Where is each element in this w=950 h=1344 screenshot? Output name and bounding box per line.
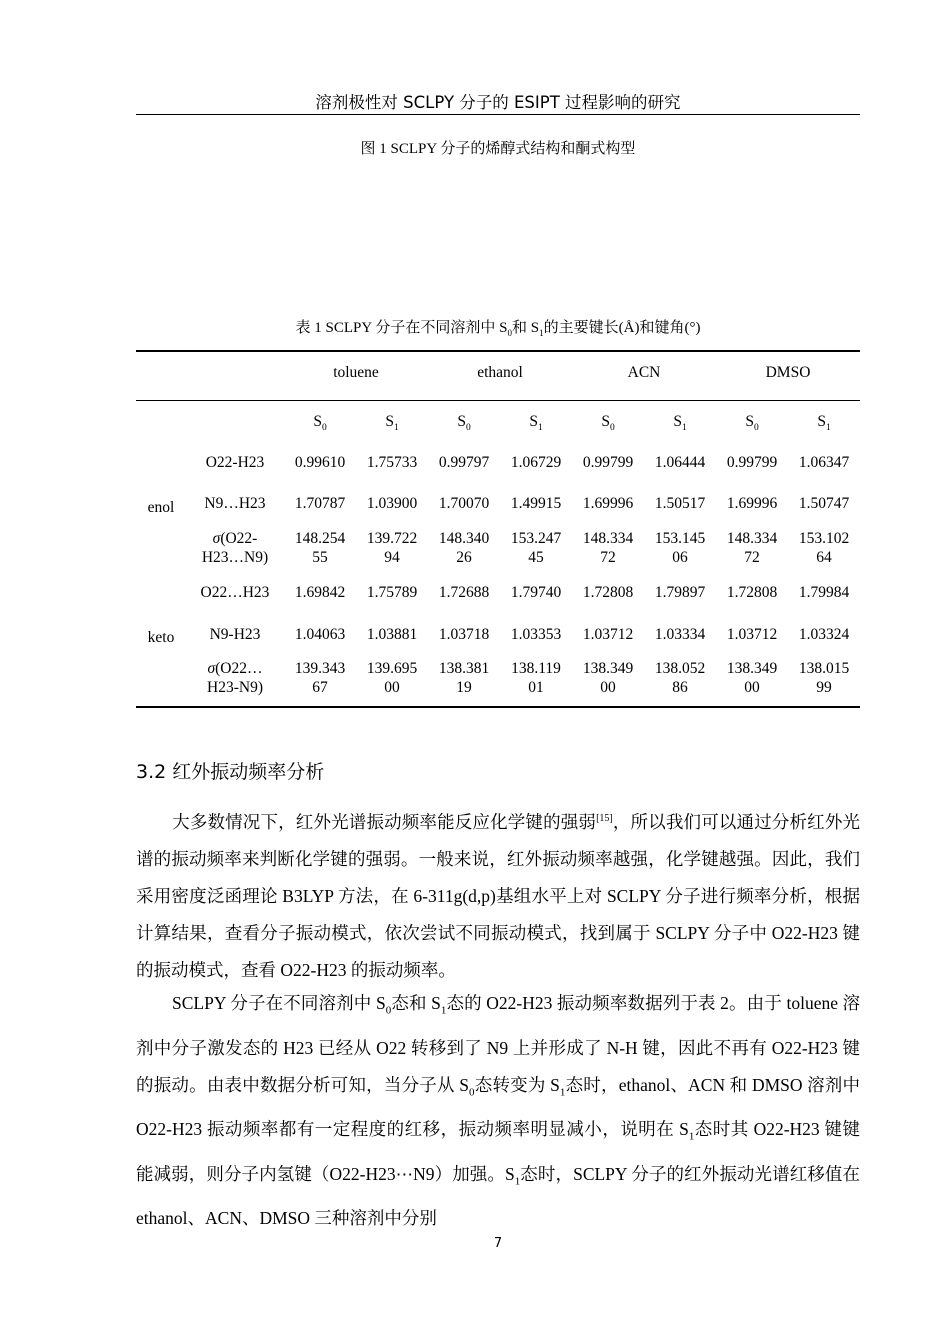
paragraph-2-text: 态转变为 S: [474, 1074, 560, 1095]
table-cell: 1.03353: [510, 626, 562, 643]
state-sub: 0: [469, 1086, 475, 1098]
sigma-symbol: σ: [212, 530, 221, 547]
state-sub: 1: [559, 1086, 566, 1098]
state-header: [788, 412, 860, 438]
state-header: [644, 412, 716, 438]
table-cell: 1.72808: [582, 584, 634, 601]
table-cell: 67: [312, 679, 328, 696]
group-label-keto: keto: [147, 629, 175, 646]
row-label: [186, 529, 284, 548]
state-sub: 1: [393, 423, 399, 434]
row-label: O22…H23: [200, 584, 270, 601]
table-cell: 26: [456, 549, 472, 566]
table-cell: 153.145: [654, 530, 706, 547]
state-letter: S: [313, 413, 322, 430]
table-cell: 1.50747: [798, 495, 850, 512]
paragraph-2-text: 态和 S: [391, 993, 441, 1013]
table-cell: 1.70070: [438, 495, 490, 512]
state-letter: S: [529, 413, 538, 430]
table-bottom-rule: [136, 706, 860, 708]
row-label-line2: H23…N9): [201, 549, 269, 566]
state-letter: S: [817, 413, 826, 430]
table-cell: 99: [816, 679, 832, 696]
table-cell: 1.75733: [366, 454, 418, 471]
state-header: [428, 412, 500, 438]
state-sub: 0: [385, 1004, 392, 1017]
table-cell: 1.69842: [294, 584, 346, 601]
table-caption: [136, 318, 860, 343]
table-caption-pre: 表 1 SCLPY 分子在不同溶剂中 S: [295, 320, 508, 336]
row-label: N9-H23: [209, 626, 261, 643]
table-cell: 138.349: [582, 660, 634, 677]
table-cell: 72: [600, 549, 616, 566]
table-cell: 00: [600, 679, 616, 696]
table-cell: 153.247: [510, 530, 562, 547]
table-cell: 1.06444: [654, 454, 706, 471]
table-cell: 1.03712: [582, 626, 634, 643]
table-cell: 148.254: [294, 530, 346, 547]
state-sub: 1: [681, 423, 687, 434]
solvent-header: ACN: [627, 364, 661, 381]
section-heading: 3.2 红外振动频率分析: [136, 761, 325, 783]
state-letter: S: [601, 413, 610, 430]
table-cell: 1.70787: [294, 495, 346, 512]
table-cell: 00: [384, 679, 400, 696]
row-label-line1: (O22…: [215, 660, 263, 677]
table-cell: 94: [384, 549, 400, 566]
table-header-rule: [136, 400, 860, 401]
group-label-enol: enol: [147, 499, 175, 516]
paragraph-2-text: 态的 O22-H23 振动频率数据列于表 2。由于 toluene 溶剂中分子激发态的 H23 已经从 O22 转移到了 N9 上并形成了 N-H 键，因此不再有 O22-H23 键的振动。由表中数据分析可知，当分子从 S: [136, 993, 860, 1095]
table-cell: 1.03900: [366, 495, 418, 512]
sigma-symbol: σ: [207, 660, 216, 677]
table-cell: 1.79984: [798, 584, 850, 601]
solvent-header: DMSO: [765, 364, 811, 381]
table-cell: 148.334: [582, 530, 634, 547]
row-label-line2: H23-N9): [207, 679, 263, 696]
table-cell: 138.015: [798, 660, 850, 677]
header-rule: [136, 114, 860, 115]
figure-caption: 图 1 SCLPY 分子的烯醇式结构和酮式构型: [360, 141, 636, 157]
table-cell: 0.99799: [726, 454, 778, 471]
table-cell: 148.340: [438, 530, 490, 547]
paragraph-2-text: 态时其 O22-H23 键键能减弱，则分子内氢键（O22-H23⋯N9）加强。S: [136, 1119, 860, 1184]
table-cell: 139.695: [366, 660, 418, 677]
state-header: [284, 412, 356, 438]
paragraph-1-text-a: 大多数情况下，红外光谱振动频率能反应化学键的强弱: [172, 811, 597, 832]
table-cell: 138.119: [511, 660, 561, 677]
row-label: O22-H23: [205, 454, 265, 471]
table-top-rule: [136, 350, 860, 352]
table-cell: 1.79740: [510, 584, 562, 601]
table-cell: 01: [528, 679, 544, 696]
table-cell: 139.343: [294, 660, 346, 677]
paragraph-2-text: 态时，ethanol、ACN 和 DMSO 溶剂中 O22-H23 振动频率都有一定程度的红移，振动频率明显减小，说明在 S: [136, 1074, 861, 1139]
state-header: [500, 412, 572, 438]
state-letter: S: [457, 413, 466, 430]
table-cell: 0.99610: [294, 454, 346, 471]
table-cell: 1.06347: [798, 454, 850, 471]
table-cell: 1.69996: [582, 495, 634, 512]
table-cell: 06: [672, 549, 688, 566]
state-header: [716, 412, 788, 438]
state-letter: S: [745, 413, 754, 430]
running-header: 溶剂极性对 SCLPY 分子的 ESIPT 过程影响的研究: [315, 93, 681, 112]
table-cell: 1.03718: [438, 626, 490, 643]
paragraph-1: [136, 800, 860, 989]
table-cell: 1.72808: [726, 584, 778, 601]
table-cell: 45: [528, 549, 544, 566]
table-caption-sub0: 0: [507, 328, 513, 338]
solvent-header: toluene: [333, 364, 379, 381]
state-sub: 1: [688, 1130, 695, 1143]
table-cell: 138.052: [654, 660, 706, 677]
table-cell: 139.722: [366, 530, 418, 547]
page-number: 7: [493, 1236, 503, 1251]
table-cell: 1.72688: [438, 584, 490, 601]
state-sub: 0: [321, 423, 327, 434]
table-cell: 1.69996: [726, 495, 778, 512]
table-cell: 1.03712: [726, 626, 778, 643]
state-sub: 1: [825, 423, 831, 434]
state-sub: 1: [514, 1175, 521, 1187]
solvent-header: ethanol: [477, 364, 523, 381]
table-cell: 19: [456, 679, 472, 696]
table-cell: 1.04063: [294, 626, 346, 643]
table-cell: 00: [744, 679, 760, 696]
table-cell: 86: [672, 679, 688, 696]
table-cell: 1.03324: [798, 626, 850, 643]
state-sub: 0: [753, 423, 759, 434]
table-cell: 1.79897: [654, 584, 706, 601]
citation-ref: [15]: [596, 813, 613, 824]
table-cell: 1.50517: [654, 495, 706, 512]
table-cell: 0.99797: [438, 454, 490, 471]
table-cell: 138.349: [726, 660, 778, 677]
table-caption-mid: 和 S: [512, 320, 540, 336]
table-cell: 1.49915: [510, 495, 562, 512]
paragraph-2-text: SCLPY 分子在不同溶剂中 S: [172, 993, 386, 1013]
table-cell: 1.06729: [510, 454, 562, 471]
row-label: N9…H23: [204, 495, 266, 512]
paragraph-2: [136, 985, 860, 1237]
row-label-line1: (O22-: [220, 530, 258, 547]
state-letter: S: [673, 413, 682, 430]
table-cell: 0.99799: [582, 454, 634, 471]
paragraph-1-text-b: ，所以我们可以通过分析红外光谱的振动频率来判断化学键的强弱。一般来说，红外振动频率越强，化学键越强。因此，我们采用密度泛函理论 B3LYP 方法，在 6-311g(d,p)基组水平上对 SCLPY 分子进行频率分析，根据计算结果，查看分子振动模式，依次尝试不同振动模式，找到属于 SCLPY 分子中 O22-H23 键的振动模式，查看 O22-H23 的振动频率。: [136, 811, 861, 980]
state-sub: 0: [609, 423, 615, 434]
state-header: [572, 412, 644, 438]
table-cell: 148.334: [726, 530, 778, 547]
table-cell: 64: [816, 549, 832, 566]
table-caption-post: 的主要键长(Å)和键角(°): [543, 320, 701, 336]
table-cell: 1.75789: [366, 584, 418, 601]
table-cell: 1.03881: [366, 626, 418, 643]
table-cell: 1.03334: [654, 626, 706, 643]
table-cell: 138.381: [438, 660, 490, 677]
state-header: [356, 412, 428, 438]
paragraph-2-text: 态时，SCLPY 分子的红外振动光谱红移值在 ethanol、ACN、DMSO 三种溶剂中分别: [136, 1163, 860, 1228]
row-label: [186, 659, 284, 678]
table-caption-sub1: 1: [539, 328, 544, 338]
table-cell: 153.102: [798, 530, 850, 547]
table-cell: 72: [744, 549, 760, 566]
state-letter: S: [385, 413, 394, 430]
state-sub: 1: [537, 423, 543, 434]
state-sub: 0: [465, 423, 471, 434]
state-sub: 1: [440, 1004, 447, 1017]
table-cell: 55: [312, 549, 328, 566]
